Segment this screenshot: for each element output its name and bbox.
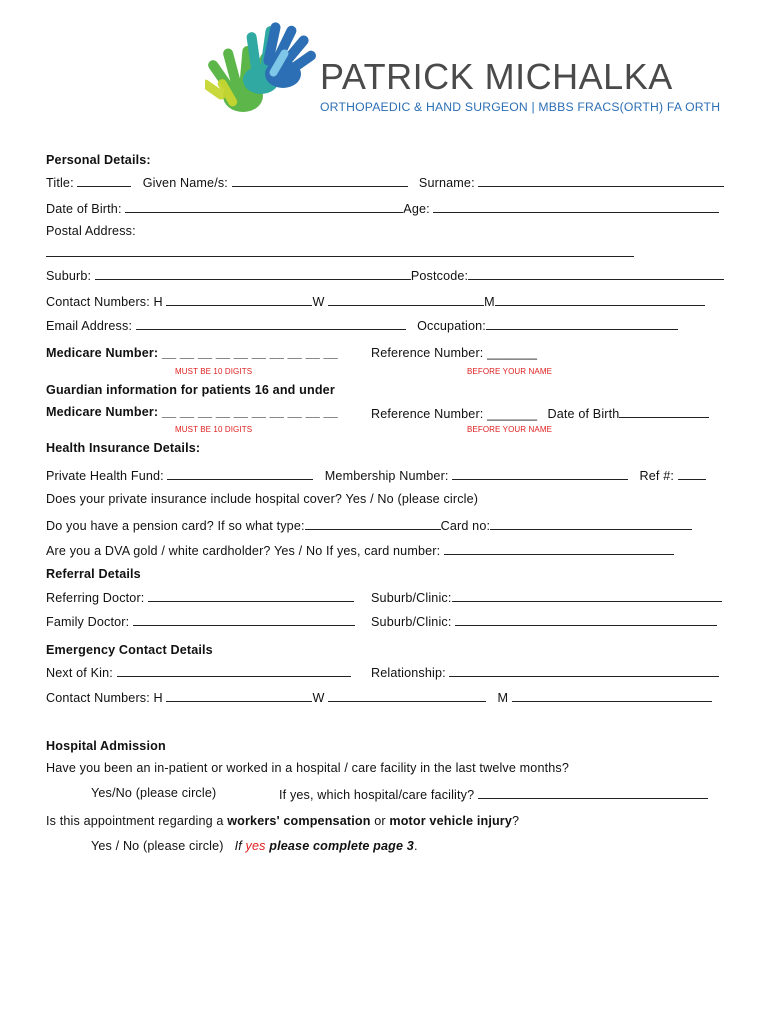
- guardian-dob-label: Date of Birth: [547, 407, 620, 421]
- family-clinic-label: Suburb/Clinic:: [371, 615, 452, 629]
- dva-row: [46, 542, 674, 558]
- reference-number[interactable]: Reference Number: _______: [371, 346, 538, 360]
- membership-label: Membership Number:: [324, 469, 449, 483]
- postcode-label: Postcode:: [410, 269, 469, 283]
- referral-clinic-label: Suburb/Clinic:: [371, 591, 452, 605]
- family-clinic-row: [371, 613, 717, 629]
- contact-h-field[interactable]: [166, 293, 312, 306]
- card-no-field[interactable]: [490, 517, 692, 530]
- referral-clinic-row: [371, 589, 722, 605]
- if-text: If: [234, 839, 246, 853]
- section-guardian-heading: Guardian information for patients 16 and under: [46, 383, 335, 397]
- suburb-label: Suburb:: [46, 269, 92, 283]
- pension-type-field[interactable]: [305, 517, 441, 530]
- dva-card-field[interactable]: [444, 542, 674, 555]
- suburb-field[interactable]: [95, 267, 411, 280]
- motor-vehicle-text: motor vehicle injury: [389, 814, 513, 828]
- health-fund-field[interactable]: [167, 467, 313, 480]
- referring-doctor-label: Referring Doctor:: [46, 591, 145, 605]
- complete-page-text: please complete page 3: [265, 839, 414, 853]
- health-fund-label: Private Health Fund:: [46, 469, 164, 483]
- dob-label: Date of Birth:: [46, 202, 122, 216]
- emergency-m-field[interactable]: [512, 689, 712, 702]
- pension-row: [46, 517, 692, 533]
- email-label: Email Address:: [46, 319, 133, 333]
- guardian-reference-number[interactable]: [371, 405, 709, 421]
- family-row: [46, 613, 355, 629]
- relationship-label: Relationship:: [371, 666, 446, 680]
- guardian-medicare-number[interactable]: Medicare Number: __ __ __ __ __ __ __ __ __ __: [46, 405, 338, 419]
- given-name-field[interactable]: [232, 174, 408, 187]
- surname-label: Surname:: [418, 176, 475, 190]
- given-name-label: Given Name/s:: [142, 176, 228, 190]
- workers-comp-text: workers' compensation: [227, 814, 371, 828]
- logo-name: PATRICK MICHALKA: [320, 56, 673, 97]
- logo-subtitle: ORTHOPAEDIC & HAND SURGEON | MBBS FRACS(ORTH) FA ORTH: [320, 100, 721, 114]
- emergency-contact-row: [46, 689, 712, 705]
- kin-row: [46, 664, 351, 680]
- referring-doctor-field[interactable]: [148, 589, 354, 602]
- appointment-text: Is this appointment regarding a: [46, 814, 228, 828]
- title-field[interactable]: [77, 174, 131, 187]
- suburb-row: [46, 267, 724, 283]
- emergency-h-label: Contact Numbers: H: [46, 691, 163, 705]
- section-referral-heading: Referral Details: [46, 567, 141, 581]
- ref-field[interactable]: [678, 467, 706, 480]
- next-of-kin-field[interactable]: [117, 664, 351, 677]
- emergency-w-label: W: [312, 691, 325, 705]
- surname-field[interactable]: [478, 174, 724, 187]
- guardian-reference-label: Reference Number: _______: [371, 407, 538, 421]
- occupation-label: Occupation:: [417, 319, 486, 333]
- ref-label: Ref #:: [639, 469, 675, 483]
- family-doctor-label: Family Doctor:: [46, 615, 130, 629]
- emergency-m-label: M: [497, 691, 509, 705]
- emergency-h-field[interactable]: [166, 689, 312, 702]
- contact-m-label: M: [484, 295, 495, 309]
- occupation-field[interactable]: [486, 317, 678, 330]
- dob-field[interactable]: [125, 200, 403, 213]
- emergency-w-field[interactable]: [328, 689, 486, 702]
- age-field[interactable]: [433, 200, 719, 213]
- appointment-yesno-row: [91, 839, 418, 853]
- dva-label[interactable]: Are you a DVA gold / white cardholder? Yes / No If yes, card number:: [46, 544, 441, 558]
- hospital-which-field[interactable]: [478, 786, 708, 799]
- section-health-heading: Health Insurance Details:: [46, 441, 201, 455]
- yes-text: yes: [245, 839, 266, 853]
- family-doctor-field[interactable]: [133, 613, 355, 626]
- guardian-medicare-note: MUST BE 10 DIGITS: [175, 425, 253, 434]
- contact-w-field[interactable]: [328, 293, 484, 306]
- reference-note: BEFORE YOUR NAME: [467, 367, 553, 376]
- medicare-note: MUST BE 10 DIGITS: [175, 367, 253, 376]
- contact-m-field[interactable]: [495, 293, 705, 306]
- section-personal-heading: Personal Details:: [46, 153, 151, 167]
- relationship-field[interactable]: [449, 664, 719, 677]
- email-field[interactable]: [136, 317, 406, 330]
- health-fund-row: [46, 467, 706, 483]
- section-hospital-heading: Hospital Admission: [46, 739, 166, 753]
- hospital-cover-question[interactable]: Does your private insurance include hospital cover? Yes / No (please circle): [46, 492, 479, 506]
- contact-row: [46, 293, 705, 309]
- medicare-number[interactable]: Medicare Number: __ __ __ __ __ __ __ __ __ __: [46, 346, 338, 360]
- age-label: Age:: [403, 202, 430, 216]
- hospital-which-label: If yes, which hospital/care facility?: [279, 788, 475, 802]
- period-text: .: [413, 839, 418, 853]
- postal-label: Postal Address:: [46, 224, 136, 238]
- hospital-question: Have you been an in-patient or worked in a hospital / care facility in the last twelve months?: [46, 761, 570, 775]
- guardian-reference-note: BEFORE YOUR NAME: [467, 425, 553, 434]
- appointment-or: or: [370, 814, 390, 828]
- postal-address-field[interactable]: [46, 244, 634, 262]
- section-emergency-heading: Emergency Contact Details: [46, 643, 213, 657]
- hospital-yesno[interactable]: Yes/No (please circle): [91, 786, 217, 800]
- appointment-qmark: ?: [512, 814, 520, 828]
- contact-w-label: W: [312, 295, 325, 309]
- referring-row: [46, 589, 354, 605]
- referral-clinic-field[interactable]: [452, 589, 722, 602]
- email-row: [46, 317, 678, 333]
- contact-h-label: Contact Numbers: H: [46, 295, 163, 309]
- postcode-field[interactable]: [468, 267, 724, 280]
- guardian-dob-field[interactable]: [619, 405, 709, 418]
- hospital-which-row: [279, 786, 708, 802]
- family-clinic-field[interactable]: [455, 613, 717, 626]
- pension-label: Do you have a pension card? If so what type:: [46, 519, 305, 533]
- appointment-yesno[interactable]: Yes / No (please circle): [91, 839, 224, 853]
- title-row: [46, 174, 724, 190]
- appointment-question: [46, 814, 519, 828]
- card-no-label: Card no:: [440, 519, 491, 533]
- title-label: Title:: [46, 176, 74, 190]
- hands-logo-icon: [205, 18, 323, 120]
- membership-field[interactable]: [452, 467, 628, 480]
- dob-row: [46, 200, 719, 216]
- relationship-row: [371, 664, 719, 680]
- next-of-kin-label: Next of Kin:: [46, 666, 113, 680]
